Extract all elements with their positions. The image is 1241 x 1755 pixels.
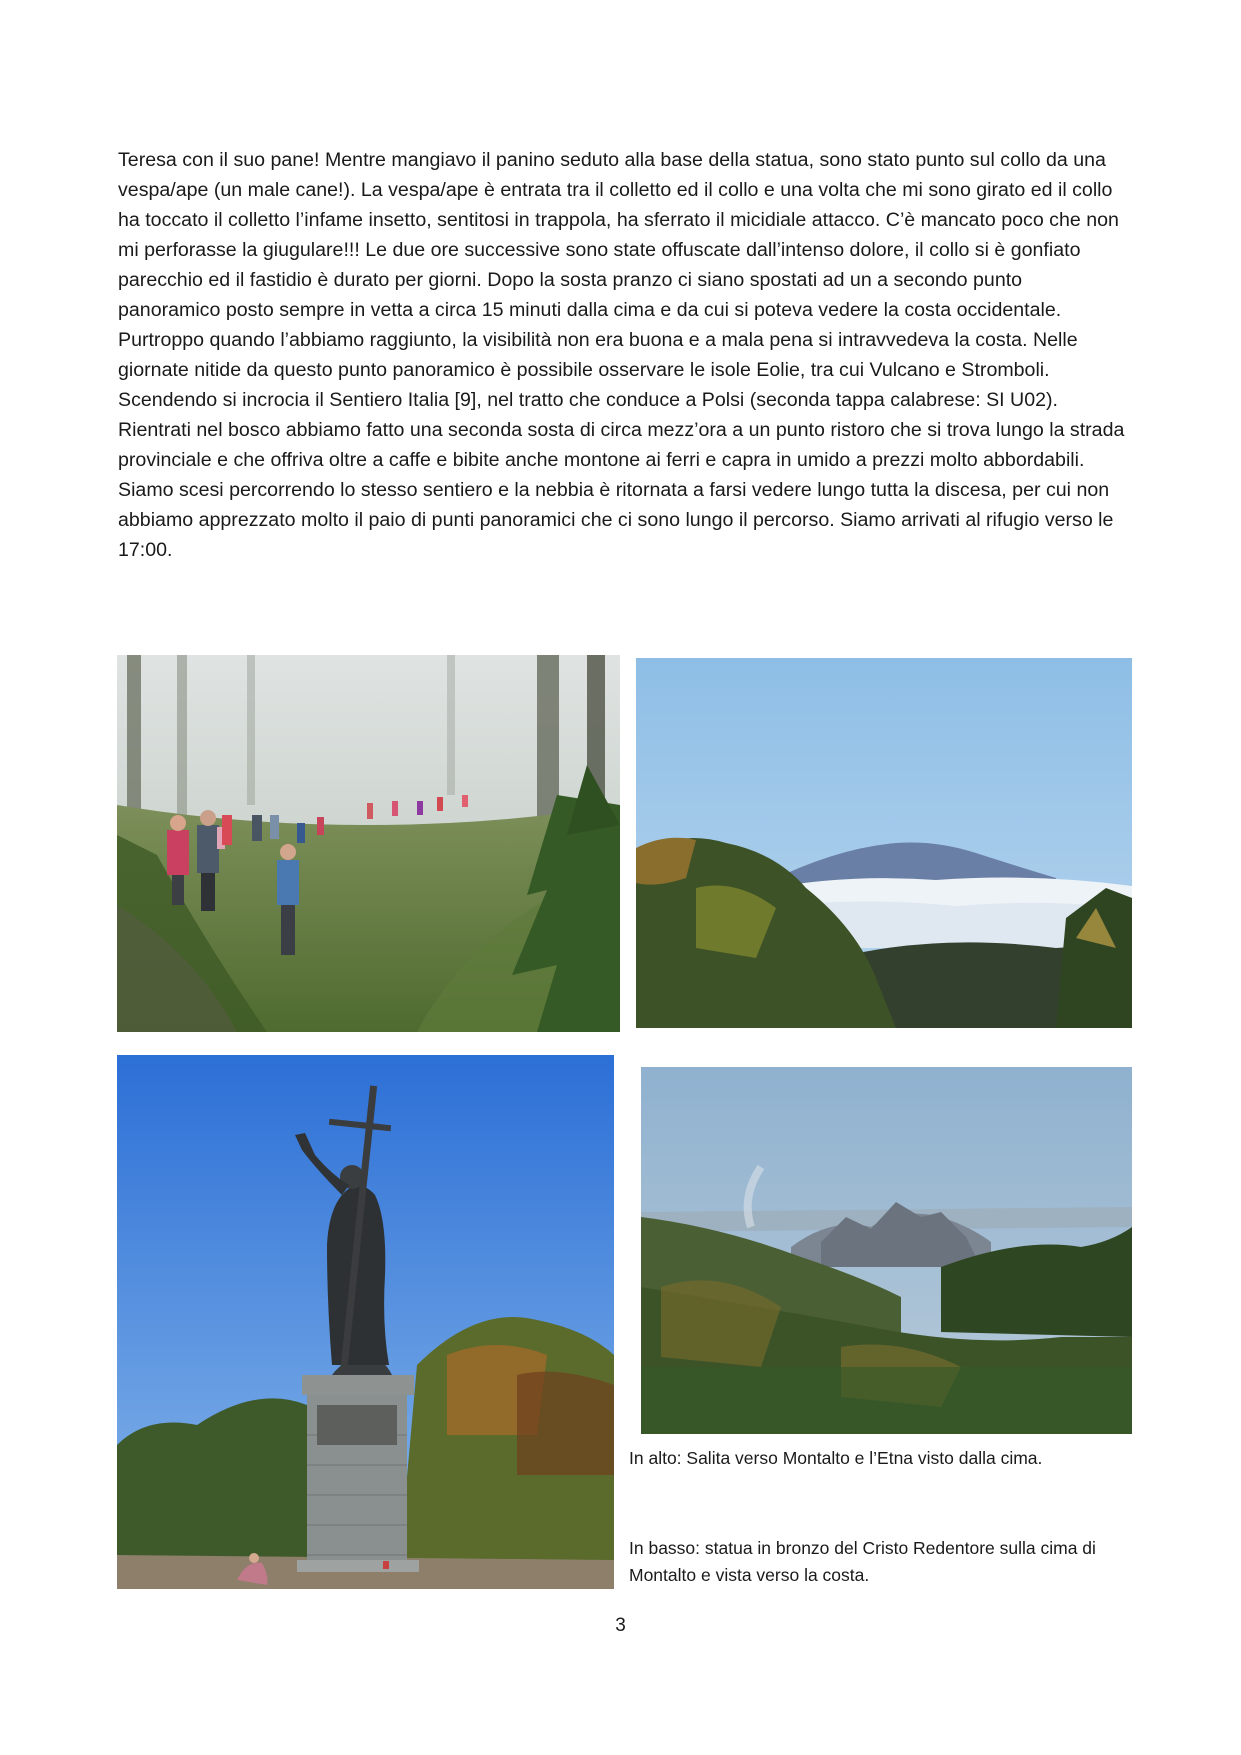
photo-hikers-misty-forest [117,655,620,1032]
photo-etna-view [636,658,1132,1028]
body-paragraph: Teresa con il suo pane! Mentre mangiavo il panino seduto alla base della statua, sono stato punto sul collo da una vespa/ape (un male cane!). La vespa/ape è entrata tra il colletto ed il collo e una volta che mi sono girato ed il collo ha toccato il colletto l’infame insetto, sentitosi in trappola, ha sferrato il micidiale attacco. C’è mancato poco che non mi perforasse la giugulare!!! Le due ore successive sono state offuscate dall’intenso dolore, il collo si è gonfiato parecchio ed il fastidio è durato per giorni. Dopo la sosta pranzo ci siano spostati ad un a secondo punto panoramico posto sempre in vetta a circa 15 minuti dalla cima e da cui si poteva vedere la costa occidentale. Purtroppo quando l’abbiamo raggiunto, la visibilità non era buona e a mala pena si intravvedeva la costa. Nelle giornate nitide da questo punto panoramico è possibile osservare le isole Eolie, tra cui Vulcano e Stromboli. Scendendo si incrocia il Sentiero Italia [9], nel tratto che conduce a Polsi (seconda tappa calabrese: SI U02). Rientrati nel bosco abbiamo fatto una seconda sosta di circa mezz’ora a un punto ristoro che si trova lungo la strada provinciale e che offriva oltre a caffe e bibite anche montone ai ferri e capra in umido a prezzi molto abbordabili. Siamo scesi percorrendo lo stesso sentiero e la nebbia è ritornata a farsi vedere lungo tutta la discesa, per cui non abbiamo apprezzato molto il paio di punti panoramici che ci sono lungo il percorso. Siamo arrivati al rifugio verso le 17:00. [118,149,1125,561]
caption-bottom: In basso: statua in bronzo del Cristo Redentore sulla cima di Montalto e vista verso la costa. [629,1538,1096,1585]
page-number: 3 [615,1615,626,1636]
photo-coast-view [641,1067,1132,1434]
caption-top: In alto: Salita verso Montalto e l’Etna visto dalla cima. [629,1448,1043,1468]
photo-cristo-redentore-statue [117,1055,614,1589]
